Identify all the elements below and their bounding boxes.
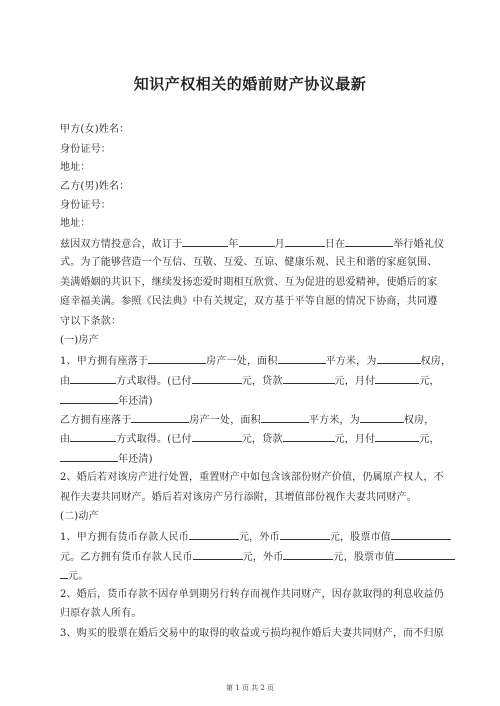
text-segment: 月 bbox=[274, 239, 285, 250]
text-segment: 房产一处，面积 bbox=[189, 415, 261, 426]
fill-in-blank bbox=[280, 529, 330, 540]
text-segment: 元，股票市值 bbox=[333, 552, 395, 563]
text-line bbox=[60, 471, 444, 485]
text-segment: 平方米，为 bbox=[308, 415, 360, 426]
fill-in-blank bbox=[377, 353, 421, 364]
fill-in-blank bbox=[70, 431, 116, 442]
text-segment: (二)动产 bbox=[60, 511, 99, 522]
text-segment: 元，贷款 bbox=[241, 434, 283, 445]
text-line bbox=[60, 607, 142, 621]
text-line bbox=[60, 412, 434, 428]
text-line bbox=[60, 334, 99, 348]
text-segment: 方式取得。(已付 bbox=[116, 376, 192, 387]
fill-in-blank bbox=[60, 568, 68, 579]
fill-in-blank bbox=[192, 431, 242, 442]
text-line bbox=[60, 315, 121, 329]
fill-in-blank bbox=[189, 529, 239, 540]
text-segment: 元， bbox=[419, 434, 440, 445]
fill-in-blank bbox=[391, 529, 451, 540]
fill-in-blank bbox=[70, 373, 116, 384]
text-segment: 乙方(男)姓名： bbox=[60, 181, 130, 192]
fill-in-blank bbox=[192, 373, 242, 384]
fill-in-blank bbox=[283, 431, 335, 442]
text-segment: 方式取得。(已付 bbox=[116, 434, 192, 445]
text-segment: 地址： bbox=[60, 218, 91, 229]
text-segment: 2、婚后，货币存款不因存单到期另行转存而视作共同财产，因存款取得的利息收益仍 bbox=[60, 589, 444, 600]
text-segment: 举行婚礼仪 bbox=[393, 239, 445, 250]
text-line bbox=[60, 451, 153, 467]
fill-in-blank bbox=[261, 412, 309, 423]
text-segment: 守以下条款： bbox=[60, 316, 122, 327]
text-line bbox=[60, 276, 437, 290]
text-line bbox=[60, 549, 455, 565]
text-segment: 元，月付 bbox=[334, 434, 376, 445]
fill-in-blank bbox=[395, 549, 455, 560]
text-segment: 元，股票市值 bbox=[329, 532, 391, 543]
text-line bbox=[60, 161, 91, 175]
text-line bbox=[60, 393, 153, 409]
text-line bbox=[60, 217, 91, 231]
text-segment: (一)房产 bbox=[60, 335, 99, 346]
text-segment: 元。 bbox=[68, 571, 89, 582]
fill-in-blank bbox=[375, 431, 419, 442]
fill-in-blank bbox=[283, 549, 333, 560]
fill-in-blank bbox=[239, 236, 275, 247]
text-segment: 元。乙方拥有货币存款人民币 bbox=[60, 552, 193, 563]
text-segment: 身份证号： bbox=[60, 144, 111, 155]
text-line bbox=[60, 373, 440, 389]
text-line bbox=[60, 199, 111, 213]
text-segment: 元，外币 bbox=[238, 532, 280, 543]
fill-in-blank bbox=[60, 393, 118, 404]
text-line bbox=[60, 431, 440, 447]
text-segment: 身份证号： bbox=[60, 200, 111, 211]
fill-in-blank bbox=[60, 451, 118, 462]
text-segment: 美满婚姻的共识下，继续发扬恋爱时期相互欣赏、互为促进的恩爱精神，使婚后的家 bbox=[60, 277, 438, 288]
fill-in-blank bbox=[278, 353, 326, 364]
text-segment: 年 bbox=[228, 239, 239, 250]
text-line bbox=[60, 353, 451, 369]
text-segment: 式。为了能够营造一个互信、互敬、互爱、互谅、健康乐观、民主和谐的家庭氛围、 bbox=[60, 257, 438, 268]
text-line bbox=[60, 256, 437, 270]
text-line bbox=[60, 236, 444, 252]
text-segment: 年还清) bbox=[118, 454, 153, 465]
fill-in-blank bbox=[131, 412, 189, 423]
text-segment: 由 bbox=[60, 376, 71, 387]
text-line bbox=[60, 143, 111, 157]
text-segment: 由 bbox=[60, 434, 71, 445]
text-segment: 1、甲方拥有座落于 bbox=[60, 356, 149, 367]
text-segment: 兹因双方情投意合，故订于 bbox=[60, 239, 183, 250]
text-segment: 乙方拥有座落于 bbox=[60, 415, 132, 426]
text-segment: 庭幸福美满。参照《民法典》中有关规定，双方基于平等自愿的情况下协商，共同遵 bbox=[60, 296, 438, 307]
text-line bbox=[60, 627, 444, 641]
text-segment: 权房， bbox=[403, 415, 435, 426]
text-segment: 1、甲方拥有货币存款人民币 bbox=[60, 532, 189, 543]
text-line bbox=[60, 491, 417, 505]
text-segment: 日在 bbox=[324, 239, 346, 250]
text-line bbox=[60, 180, 129, 194]
text-segment: 元， bbox=[419, 376, 440, 387]
text-segment: 视作夫妻共同财产。婚后若对该房产另行添附，其增值部份视作夫妻共同财产。 bbox=[60, 492, 417, 503]
text-segment: 归原存款人所有。 bbox=[60, 608, 142, 619]
text-line bbox=[60, 295, 437, 309]
fill-in-blank bbox=[345, 236, 393, 247]
text-segment: 元，外币 bbox=[242, 552, 284, 563]
text-segment: 2、婚后若对该房产进行处置，重置财产中如包含该部份财产价值，仍属原产权人，不 bbox=[60, 472, 444, 483]
text-segment: 房产一处，面积 bbox=[206, 356, 278, 367]
fill-in-blank bbox=[148, 353, 206, 364]
document-title: 知识产权相关的婚前财产协议最新 bbox=[133, 75, 367, 93]
text-line bbox=[60, 123, 129, 137]
text-segment: 3、购买的股票在婚后交易中的取得的收益或亏损均视作婚后夫妻共同财产，而不归原 bbox=[60, 628, 444, 639]
text-segment: 平方米，为 bbox=[325, 356, 377, 367]
text-segment: 地址： bbox=[60, 162, 91, 173]
text-segment: 元，月付 bbox=[334, 376, 376, 387]
text-line bbox=[60, 529, 451, 545]
text-segment: 甲方(女)姓名： bbox=[60, 124, 130, 135]
page-footer: 第 1 页 共 2 页 bbox=[225, 684, 275, 692]
text-segment: 元，贷款 bbox=[241, 376, 283, 387]
text-line bbox=[60, 510, 99, 524]
fill-in-blank bbox=[283, 373, 335, 384]
text-line bbox=[60, 588, 444, 602]
fill-in-blank bbox=[182, 236, 228, 247]
fill-in-blank bbox=[193, 549, 243, 560]
fill-in-blank bbox=[360, 412, 404, 423]
text-line bbox=[60, 568, 88, 584]
fill-in-blank bbox=[375, 373, 419, 384]
text-segment: 权房， bbox=[420, 356, 452, 367]
fill-in-blank bbox=[285, 236, 325, 247]
text-segment: 年还清) bbox=[118, 396, 153, 407]
